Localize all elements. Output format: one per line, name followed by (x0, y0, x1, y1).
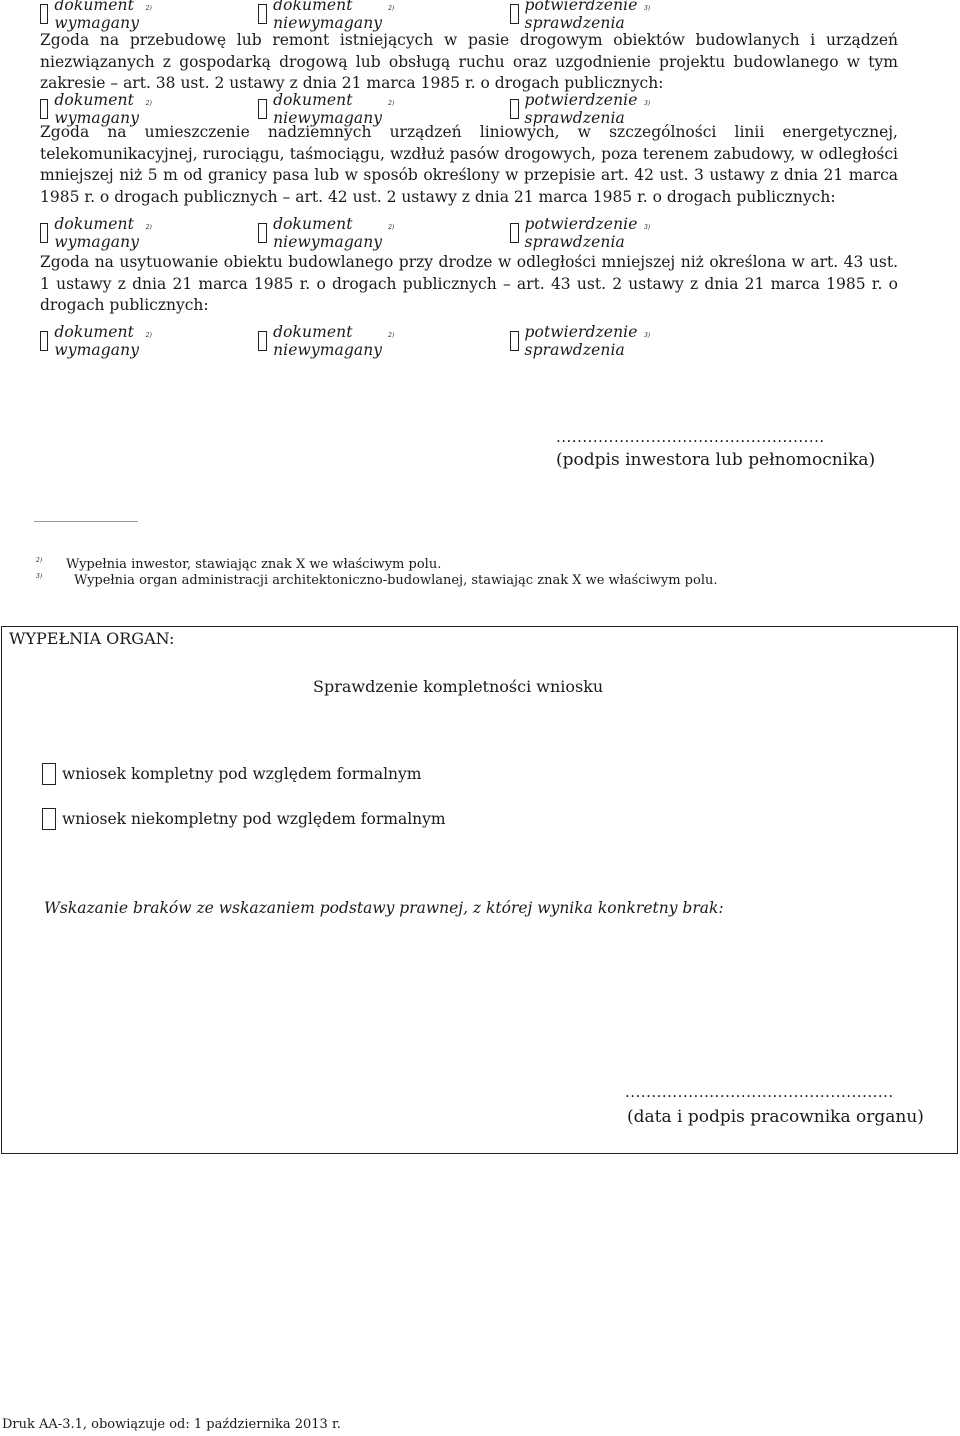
section-text-linear-devices: Zgoda na umieszczenie nadziemnych urządzeń liniowych, w szczególności linii energetycznej, telekomunikacyjnej, rurociągu, taśmociągu, wzdłuż pasów drogowych, poza terenem zabudowy, w odległości mniejszej niż 5 m od granicy pasa lub w sposób określony w przepisie art. 42 ust. 3 ustawy z dnia 21 marca 1985 r. o drogach publicznych – art. 42 ust. 2 ustawy z dnia 21 marca 1985 r. o drogach publicznych: (40, 123, 898, 206)
checkbox-document-not-required[interactable] (258, 331, 267, 351)
footnote-investor: Wypełnia inwestor, stawiając znak X we właściwym polu. (66, 557, 442, 572)
checkbox-document-not-required[interactable] (258, 223, 267, 243)
option-label: wniosek kompletny pod względem formalnym (62, 765, 422, 783)
footnote-separator (34, 521, 138, 522)
option-label: potwierdzenie sprawdzenia (524, 91, 638, 127)
option-label: potwierdzenie sprawdzenia (524, 0, 638, 32)
checkbox-confirmation[interactable] (510, 4, 519, 24)
checkbox-document-required[interactable] (40, 223, 48, 243)
option-confirmation[interactable]: potwierdzenie sprawdzenia 3) (510, 96, 650, 122)
section-text-road-rebuild: Zgoda na przebudowę lub remont istniejących w pasie drogowym obiektów budowlanych i urządzeń niezwiązanych z gospodarką drogową lub obsługą ruchu oraz uzgodnienie projektu budowlanego w tym zakresie – art. 38 ust. 2 ustawy z dnia 21 marca 1985 r. o drogach publicznych: (40, 31, 898, 92)
checkbox-document-required[interactable] (40, 4, 48, 24)
option-label: potwierdzenie sprawdzenia (524, 323, 638, 359)
investor-signature-line: ................................................... (556, 428, 825, 446)
checkbox-document-required[interactable] (40, 99, 48, 119)
checkbox-request-complete[interactable] (42, 763, 56, 785)
footnote-organ: Wypełnia organ administracji architektoniczno-budowlanej, stawiając znak X we właściwym polu. (74, 573, 718, 588)
option-label: dokument wymagany (54, 323, 140, 359)
investor-signature-label: (podpis inwestora lub pełnomocnika) (556, 450, 876, 470)
footnote-mark: 2) (36, 557, 43, 564)
option-label: dokument niewymagany (273, 0, 383, 32)
option-label: wniosek niekompletny pod względem formalnym (62, 810, 446, 828)
organ-signature-label: (data i podpis pracownika organu) (627, 1107, 924, 1127)
option-document-not-required[interactable]: dokument niewymagany 2) (258, 96, 394, 122)
checkbox-request-incomplete[interactable] (42, 808, 56, 830)
option-label: potwierdzenie sprawdzenia (524, 215, 638, 251)
option-document-not-required[interactable]: dokument niewymagany 2) (258, 1, 394, 27)
organ-header: WYPEŁNIA ORGAN: (9, 629, 175, 648)
organ-section (1, 626, 958, 1154)
option-label: dokument wymagany (54, 215, 140, 251)
checkbox-document-not-required[interactable] (258, 99, 267, 119)
option-document-required[interactable]: dokument wymagany 2) (40, 220, 152, 246)
option-confirmation[interactable]: potwierdzenie sprawdzenia 3) (510, 220, 650, 246)
option-document-required[interactable]: dokument wymagany 2) (40, 1, 152, 27)
option-document-not-required[interactable]: dokument niewymagany 2) (258, 220, 394, 246)
footnote-mark: 3) (36, 573, 43, 580)
option-label: dokument wymagany (54, 0, 140, 32)
option-confirmation[interactable]: potwierdzenie sprawdzenia 3) (510, 328, 650, 354)
option-request-incomplete[interactable] (42, 808, 446, 830)
section-text-building-placement: Zgoda na usytuowanie obiektu budowlanego przy drodze w odległości mniejszej niż określona w art. 43 ust. 1 ustawy z dnia 21 marca 1985 r. o drogach publicznych – art. 43 ust. 2 ustawy z dnia 21 marca 1985 r. o drogach publicznych: (40, 253, 898, 314)
option-document-required[interactable]: dokument wymagany 2) (40, 96, 152, 122)
organ-signature-line: ................................................... (625, 1083, 894, 1101)
option-document-not-required[interactable]: dokument niewymagany 2) (258, 328, 394, 354)
organ-title: Sprawdzenie kompletności wniosku (313, 677, 604, 696)
option-label: dokument niewymagany (273, 91, 383, 127)
checkbox-document-required[interactable] (40, 331, 48, 351)
option-document-required[interactable]: dokument wymagany 2) (40, 328, 152, 354)
checkbox-confirmation[interactable] (510, 223, 519, 243)
option-confirmation[interactable]: potwierdzenie sprawdzenia 3) (510, 1, 650, 27)
option-label: dokument wymagany (54, 91, 140, 127)
form-footer: Druk AA-3.1, obowiązuje od: 1 października 2013 r. (2, 1417, 341, 1432)
checkbox-document-not-required[interactable] (258, 4, 267, 24)
option-label: dokument niewymagany (273, 215, 383, 251)
option-request-complete[interactable] (42, 763, 421, 785)
option-label: dokument niewymagany (273, 323, 383, 359)
checkbox-confirmation[interactable] (510, 99, 519, 119)
checkbox-confirmation[interactable] (510, 331, 519, 351)
deficiencies-label: Wskazanie braków ze wskazaniem podstawy prawnej, z której wynika konkretny brak: (44, 899, 724, 917)
